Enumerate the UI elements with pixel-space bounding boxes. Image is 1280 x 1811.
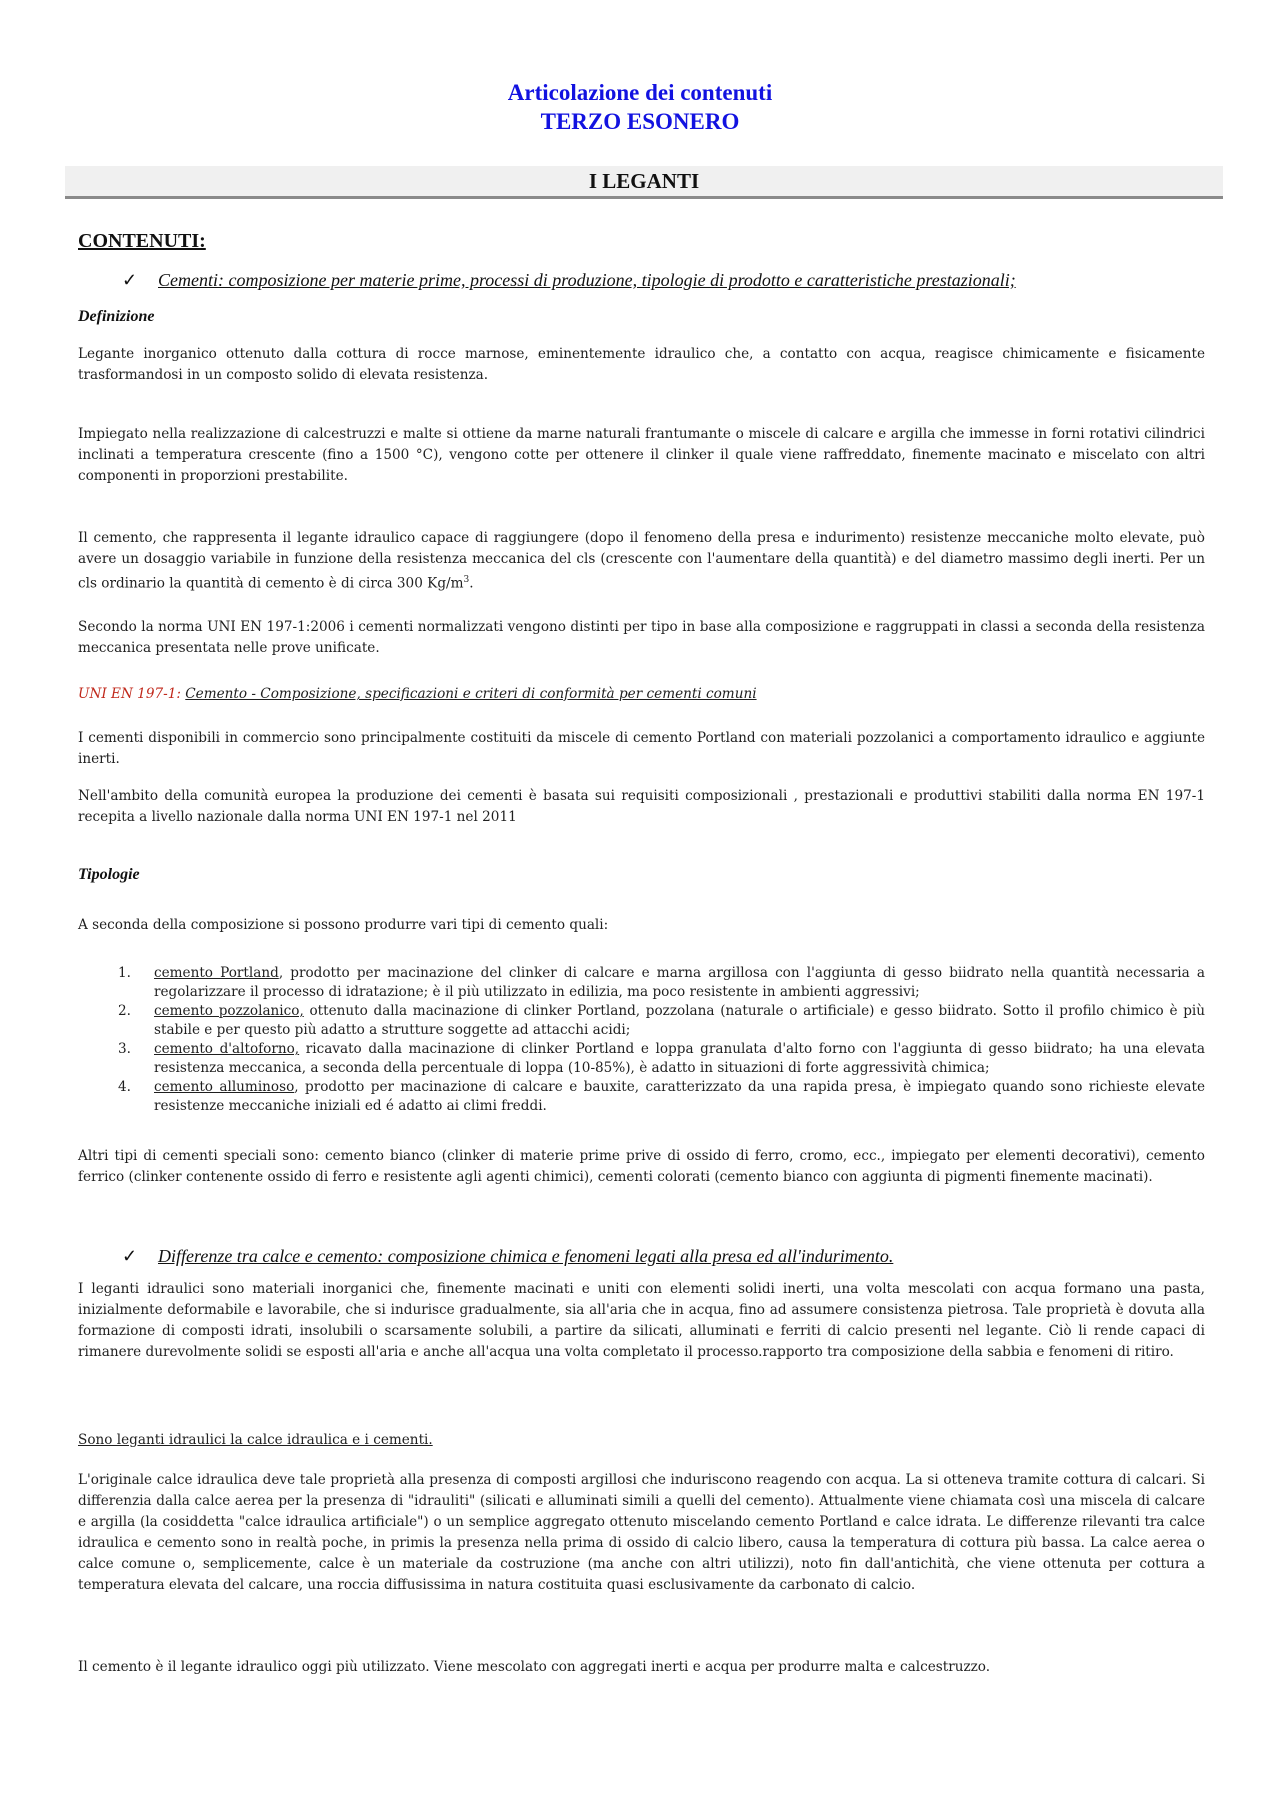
- list-item-term: cemento alluminoso: [154, 1079, 295, 1095]
- europea-paragraph: Nell'ambito della comunità europea la produzione dei cementi è basata sui requisiti composizionali , prestazionali e produttivi stabiliti dalla norma EN 197-1 recepita a livello nazionale dalla norma UNI EN 197-1 nel 2011: [78, 788, 1205, 825]
- list-item-number: 1.: [118, 965, 131, 981]
- norma-code: UNI EN 197-1:: [78, 686, 181, 702]
- list-item: [118, 1002, 1205, 1040]
- document-subtitle: TERZO ESONERO: [540, 109, 740, 134]
- list-item-term: cemento d'altoforno,: [154, 1041, 300, 1057]
- list-item: [118, 964, 1205, 1002]
- tipologie-heading: Tipologie: [78, 866, 140, 883]
- impiegato-paragraph: Impiegato nella realizzazione di calcestruzzi e malte si ottiene da marne naturali frantumante o miscele di calcare e argilla che immesse in forni rotativi cilindrici inclinati a temperatura crescente (fino a 1500 °C), vengono cotte per ottenere il clinker il quale viene raffreddato, finemente macinato e miscelato con altri componenti in proporzioni prestabilite.: [78, 426, 1205, 484]
- content-item-1: [122, 269, 1016, 291]
- definizione-paragraph: Legante inorganico ottenuto dalla cottura di rocce marnose, eminentemente idraulico che, a contatto con acqua, reagisce chimicamente e fisicamente trasformandosi in un composto solido di elevata resistenza.: [78, 346, 1205, 383]
- cement-types-list: [118, 964, 1205, 1116]
- disponibili-paragraph: I cementi disponibili in commercio sono principalmente costituiti da miscele di cemento Portland con materiali pozzolanici a comportamento idraulico e aggiunte inerti.: [78, 730, 1205, 767]
- content-item-1-text: Cementi: composizione per materie prime, processi di produzione, tipologie di prodotto e caratteristiche prestazionali;: [158, 270, 1016, 290]
- cemento-paragraph: [78, 528, 1205, 595]
- list-item-number: 2.: [118, 1003, 131, 1019]
- checkmark-icon: ✓: [122, 270, 138, 290]
- list-item-number: 4.: [118, 1079, 131, 1095]
- section-title: I LEGANTI: [588, 169, 700, 193]
- checkmark-icon: ✓: [122, 1246, 138, 1266]
- norma-reference: [78, 684, 1205, 705]
- altri-paragraph: Altri tipi di cementi speciali sono: cemento bianco (clinker di materie prime prive di ossido di ferro, cromo, ecc., impiegato per elementi decorativi), cemento ferrico (clinker contenente ossido di ferro e resistente agli agenti chimici), cementi colorati (cemento bianco con aggiunta di pigmenti finemente macinati).: [78, 1148, 1205, 1185]
- section-band: [65, 166, 1223, 199]
- list-item-number: 3.: [118, 1041, 131, 1057]
- list-item: [118, 1078, 1205, 1116]
- norma-paragraph: Secondo la norma UNI EN 197-1:2006 i cementi normalizzati vengono distinti per tipo in base alla composizione e raggruppati in classi a seconda della resistenza meccanica presentata nelle prove unificate.: [78, 619, 1205, 656]
- sono-leganti-line: Sono leganti idraulici la calce idraulica e i cementi.: [78, 1432, 433, 1448]
- definizione-heading: Definizione: [78, 308, 155, 325]
- cemento-paragraph-text: Il cemento, che rappresenta il legante idraulico capace di raggiungere (dopo il fenomeno della presa e indurimento) resistenze meccaniche molto elevate, può avere un dosaggio variabile in funzione della resistenza meccanica del cls (crescente con l'aumentare della quantità) e del diametro massimo degli inerti. Per un cls ordinario la quantità di cemento è di circa 300 Kg/m: [78, 530, 1205, 592]
- cubic-superscript: 3: [463, 575, 470, 585]
- leganti-paragraph: I leganti idraulici sono materiali inorganici che, finemente macinati e uniti con elementi solidi inerti, una volta mescolati con acqua formano una pasta, inizialmente deformabile e lavorabile, che si indurisce gradualmente, sia all'aria che in acqua, fino ad assumere consistenza pietrosa. Tale proprietà è dovuta alla formazione di composti idrati, insolubili o scarsamente solubili, a partire da silicati, alluminati e ferriti di calcio presenti nel legante. Ciò li rende capaci di rimanere durevolmente solidi se esposti all'aria e anche all'acqua una volta completato il processo.rapporto tra composizione della sabbia e fenomeni di ritiro.: [78, 1281, 1205, 1360]
- cemento-utilizzato-paragraph: Il cemento è il legante idraulico oggi più utilizzato. Viene mescolato con aggregati inerti e acqua per produrre malta e calcestruzzo.: [78, 1659, 991, 1675]
- norma-title: Cemento - Composizione, specificazioni e criteri di conformità per cementi comuni: [185, 686, 757, 702]
- list-item-text: ottenuto dalla macinazione di clinker Portland, pozzolana (naturale o artificiale) e gesso biidrato. Sotto il profilo chimico è più stabile e per questo più adatto a strutture soggette ad attacchi acidi;: [154, 1003, 1205, 1038]
- seconda-paragraph: A seconda della composizione si possono produrre vari tipi di cemento quali:: [78, 917, 609, 933]
- content-item-2-text: Differenze tra calce e cemento: composizione chimica e fenomeni legati alla presa ed all'indurimento.: [158, 1246, 894, 1266]
- calce-idraulica-paragraph: L'originale calce idraulica deve tale proprietà alla presenza di composti argillosi che induriscono reagendo con acqua. La si otteneva tramite cottura di calcari. Si differenzia dalla calce aerea per la presenza di "idrauliti" (silicati e alluminati simili a quelli del cemento). Attualmente viene chiamata così una miscela di calcare e argilla (la cosiddetta "calce idraulica artificiale") o un semplice aggregato ottenuto miscelando cemento Portland e calce idrata. Le differenze rilevanti tra calce idraulica e cemento sono in realtà poche, in primis la presenza nella prima di ossido di calcio libero, causa la temperatura di cottura più bassa. La calce aerea o calce comune o, semplicemente, calce è un materiale da costruzione (ma anche con altri utilizzi), noto fin dall'antichità, che viene ottenuta per cottura a temperatura elevata del calcare, una roccia diffusissima in natura costituita quasi esclusivamente da carbonato di calcio.: [78, 1472, 1205, 1593]
- list-item-text: , prodotto per macinazione di calcare e bauxite, caratterizzato da una rapida presa, è impiegato quando sono richieste elevate resistenze meccaniche iniziali ed é adatto ai climi freddi.: [154, 1079, 1205, 1114]
- list-item-term: cemento pozzolanico,: [154, 1003, 304, 1019]
- contenuti-heading: CONTENUTI:: [78, 230, 206, 252]
- list-item-text: ricavato dalla macinazione di clinker Portland e loppa granulata d'alto forno con l'aggiunta di gesso biidrato; ha una elevata resistenza meccanica, a seconda della percentuale di loppa (10-85%), è adatto in situazioni di forte aggressività chimica;: [154, 1041, 1206, 1076]
- content-item-2: [122, 1245, 893, 1267]
- list-item: [118, 1040, 1205, 1078]
- list-item-text: , prodotto per macinazione del clinker di calcare e marna argillosa con l'aggiunta di gesso biidrato nella quantità necessaria a regolarizzare il processo di idratazione; è il più utilizzato in edilizia, ma poco resistente in ambienti aggressivi;: [154, 965, 1206, 1000]
- cemento-paragraph-end: .: [469, 575, 474, 592]
- document-title: Articolazione dei contenuti: [507, 80, 773, 105]
- list-item-term: cemento Portland: [154, 965, 279, 981]
